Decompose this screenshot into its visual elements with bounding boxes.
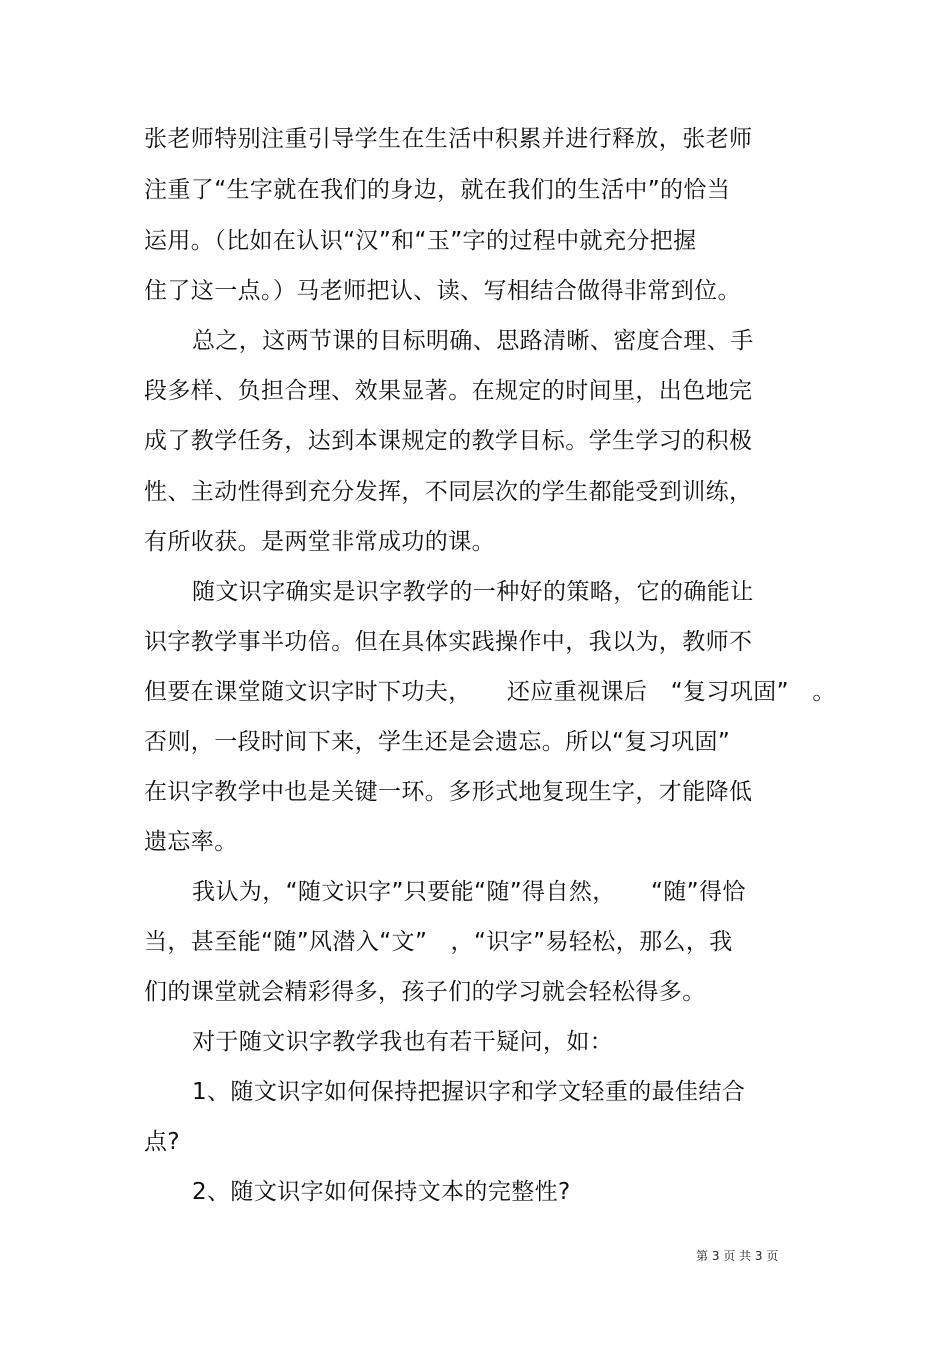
paragraph-start-line: 随文识字确实是识字教学的一种好的策略，它的确能让: [192, 579, 754, 605]
body-text-line: 否则，一段时间下来，学生还是会遗忘。所以“复习巩固”: [144, 729, 731, 755]
body-text-line: 注重了“生字就在我们的身边，就在我们的生活中”的恰当: [144, 177, 731, 203]
body-text-line: 在识字教学中也是关键一环。多形式地复现生字，才能降低: [144, 779, 753, 805]
body-text-line: 性、主动性得到充分发挥，不同层次的学生都能受到训练，: [144, 479, 753, 505]
body-text-line: 成了教学任务，达到本课规定的教学目标。学生学习的积极: [144, 428, 753, 454]
paragraph-start-line: 我认为，“随文识字”只要能“随”得自然， “随”得恰: [192, 879, 746, 905]
body-text-line: 运用。（比如在认识“汉”和“玉”字的过程中就充分把握: [144, 228, 697, 254]
body-text-line: 遗忘率。: [144, 829, 238, 855]
body-text-line: 但要在课堂随文识字时下功夫， 还应重视课后 “复习巩固” 。: [144, 679, 836, 705]
page-number-footer: 第 3 页 共 3 页: [696, 1249, 779, 1263]
body-text-line: 张老师特别注重引导学生在生活中积累并进行释放，张老师: [144, 126, 753, 152]
body-text-line: 识字教学事半功倍。但在具体实践操作中，我以为，教师不: [144, 629, 753, 655]
list-item-line: 1、随文识字如何保持把握识字和学文轻重的最佳结合: [192, 1079, 746, 1105]
paragraph-start-line: 总之，这两节课的目标明确、思路清晰、密度合理、手: [192, 328, 754, 354]
body-text-line: 当，甚至能“随”风潜入“文” ，“识字”易轻松，那么，我: [144, 929, 733, 955]
list-item-line: 2、随文识字如何保持文本的完整性?: [192, 1179, 571, 1205]
body-text-line: 住了这一点。）马老师把认、读、写相结合做得非常到位。: [144, 278, 741, 304]
list-item-continuation: 点?: [144, 1129, 181, 1155]
body-text-line: 们的课堂就会精彩得多，孩子们的学习就会轻松得多。: [144, 979, 706, 1005]
body-text-line: 段多样、负担合理、效果显著。在规定的时间里，出色地完: [144, 378, 753, 404]
paragraph-start-line: 对于随文识字教学我也有若干疑问，如：: [192, 1029, 614, 1055]
body-text-line: 有所收获。是两堂非常成功的课。: [144, 529, 495, 555]
